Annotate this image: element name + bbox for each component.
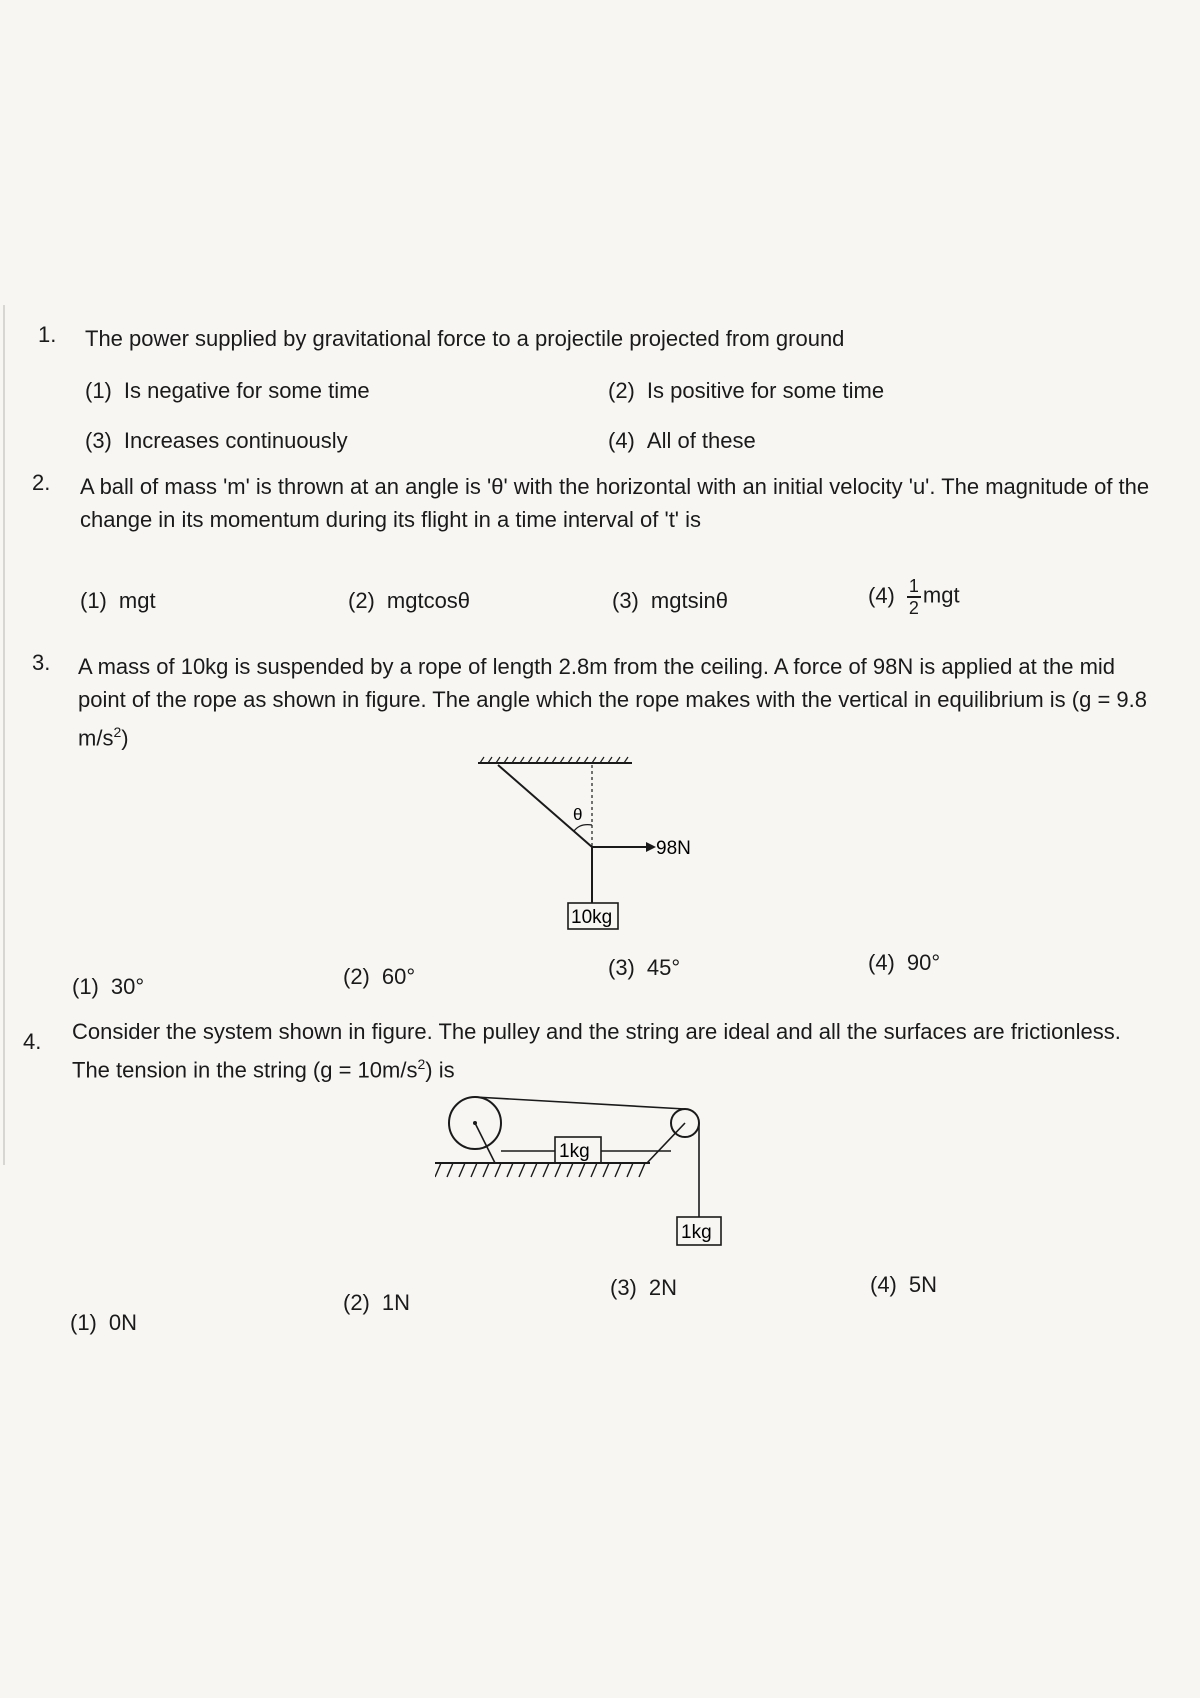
q2-option-1-text: mgt	[118, 588, 156, 613]
q4-option-1[interactable]	[70, 1310, 137, 1336]
fraction-denominator: 2	[908, 597, 919, 618]
fraction-numerator: 1	[908, 576, 919, 596]
q3-option-3[interactable]	[608, 955, 680, 981]
question-2-text: A ball of mass 'm' is thrown at an angle is 'θ' with the horizontal with an initial velocity 'u'. The magnitude of the change in its momentum during its flight in a time interval of 't' is	[80, 474, 1150, 532]
question-3-number: 3.	[32, 650, 51, 675]
q2-option-2[interactable]	[348, 588, 470, 614]
q2-option-3-label: (3)	[612, 588, 639, 613]
question-4-text	[72, 1015, 1152, 1086]
angle-arc	[574, 825, 592, 831]
q2-option-1[interactable]	[80, 588, 156, 614]
q3-option-4[interactable]	[868, 950, 940, 976]
q4-option-2-text: 1N	[381, 1290, 411, 1315]
q3-option-4-label: (4)	[868, 950, 895, 975]
question-1-number: 1.	[38, 322, 57, 347]
q1-option-3-text: Increases continuously	[123, 428, 348, 453]
q1-option-1-text: Is negative for some time	[123, 378, 370, 403]
q4-option-2[interactable]	[343, 1290, 410, 1316]
q1-option-2[interactable]	[608, 378, 884, 404]
q1-option-2-text: Is positive for some time	[646, 378, 885, 403]
question-4-number: 4.	[23, 1029, 42, 1054]
question-1-text: The power supplied by gravitational force to a projectile projected from ground	[85, 326, 845, 351]
q3-option-2-text: 60°	[381, 964, 416, 989]
left-pulley-axle	[473, 1121, 477, 1125]
q1-option-4-text: All of these	[646, 428, 756, 453]
q1-option-2-label: (2)	[608, 378, 635, 403]
q1-option-3-label: (3)	[85, 428, 112, 453]
q2-option-3[interactable]	[612, 588, 728, 614]
q4-option-4[interactable]	[870, 1272, 937, 1298]
floor-hatching	[435, 1163, 645, 1177]
q1-option-4[interactable]	[608, 428, 756, 454]
q2-option-4-fraction	[907, 576, 921, 618]
q4-option-3-label: (3)	[610, 1275, 637, 1300]
q3-option-1[interactable]	[72, 974, 144, 1000]
q1-option-3[interactable]	[85, 428, 348, 454]
q4-option-3-text: 2N	[648, 1275, 678, 1300]
question-3-text	[78, 650, 1158, 754]
q3-option-2[interactable]	[343, 964, 415, 990]
q2-option-4[interactable]	[868, 576, 960, 618]
page-margin-line	[3, 305, 5, 1165]
q1-option-1[interactable]	[85, 378, 370, 404]
question-4-text-main: Consider the system shown in figure. The pulley and the string are ideal and all the surfaces are frictionless. The tension in the string (g = 10m/s	[72, 1019, 1121, 1083]
rope-mass-figure	[470, 755, 700, 940]
question-4-text-end: ) is	[425, 1057, 455, 1083]
q2-option-4-label: (4)	[868, 582, 895, 608]
q2-option-2-label: (2)	[348, 588, 375, 613]
question-3-text-end: )	[121, 725, 129, 751]
question-2-number: 2.	[32, 470, 51, 495]
pulley-system-figure	[435, 1085, 755, 1265]
force-label: 98N	[656, 838, 691, 859]
q3-option-2-label: (2)	[343, 964, 370, 989]
question-3-superscript: 2	[113, 724, 122, 740]
q4-option-4-text: 5N	[908, 1272, 938, 1297]
q4-option-1-label: (1)	[70, 1310, 97, 1335]
q4-option-3[interactable]	[610, 1275, 677, 1301]
q2-option-1-label: (1)	[80, 588, 107, 613]
right-pulley-support	[647, 1123, 685, 1163]
question-3-text-main: A mass of 10kg is suspended by a rope of length 2.8m from the ceiling. A force of 98N is applied at the mid point of the rope as shown in figure. The angle which the rope makes with the vertical in equilibrium is (g = 9.8 m/s	[78, 654, 1148, 751]
q4-option-2-label: (2)	[343, 1290, 370, 1315]
top-string	[475, 1097, 685, 1109]
q3-option-3-label: (3)	[608, 955, 635, 980]
mass-label: 10kg	[571, 907, 613, 928]
q2-option-3-text: mgtsinθ	[650, 588, 728, 613]
question-4-superscript: 2	[417, 1056, 426, 1072]
angle-label: θ	[573, 805, 583, 824]
q1-option-4-label: (4)	[608, 428, 635, 453]
q3-option-1-text: 30°	[110, 974, 145, 999]
q4-option-4-label: (4)	[870, 1272, 897, 1297]
q2-option-2-text: mgtcosθ	[386, 588, 471, 613]
force-arrow-head	[646, 842, 656, 852]
q2-option-4-text: mgt	[922, 582, 960, 608]
q3-option-3-text: 45°	[646, 955, 681, 980]
surface-block-label: 1kg	[559, 1141, 590, 1162]
q3-option-4-text: 90°	[906, 950, 941, 975]
q3-option-1-label: (1)	[72, 974, 99, 999]
q4-option-1-text: 0N	[108, 1310, 138, 1335]
hanging-block-label: 1kg	[681, 1222, 712, 1243]
q1-option-1-label: (1)	[85, 378, 112, 403]
